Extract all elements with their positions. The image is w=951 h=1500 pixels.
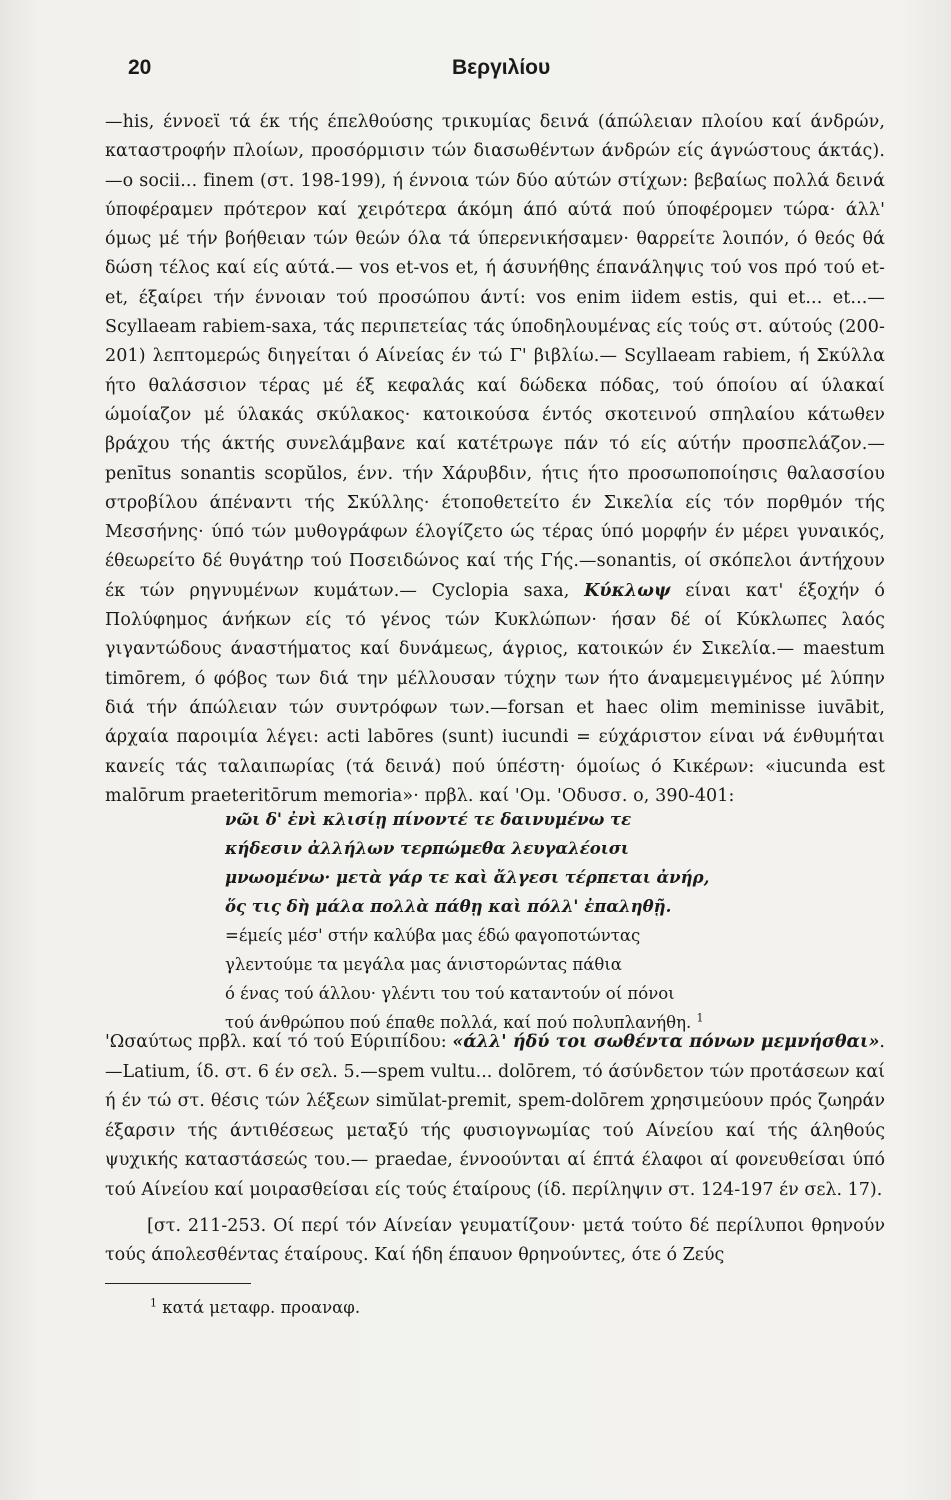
footnote-marker: 1 xyxy=(150,1296,157,1310)
paragraph-text-continued: είναι κατ' έξοχήν ό Πολύφημος άνήκων είς τό γένος τών Κυκλώπων· ήσαν δέ οί Κύκλωπες λαός γιγαντώδους άναστήματος καί δυνάμεως, άγριος, κατοικών έν Σικελία.— maestum timōrem, ό φόβος των διά την μέλλουσαν τύχην των ήτο άναμεμειγμένος μέ λύπην διά τήν άπώλειαν τών συντρόφων των.—forsan et haec olim meminisse iuvābit, άρχαία παροιμία λέγει: acti labōres (sunt) iucundi = εύχάριστον είναι νά ένθυμήται κανείς τάς ταλαιπωρίας (τά δεινά) πού ύπέστη· όμοίως ό Κικέρων: «iucunda est malōrum praeteritōrum memoria»· πρβλ. καί 'Ομ. 'Οδυσσ. ο, 390-401: xyxy=(105,580,885,806)
greek-verse-line: νῶι δ' ἐνὶ κλισίῃ πίνοντέ τε δαινυμένω τε xyxy=(225,810,632,829)
commentary-paragraph-2 xyxy=(105,1028,885,1206)
page-number: 20 xyxy=(128,56,152,79)
commentary-block-2 xyxy=(105,1028,885,1271)
paragraph-text: 'Ωσαύτως πρβλ. καί τό τού Εύριπίδου: xyxy=(105,1032,447,1052)
footnote-reference[interactable]: 1 xyxy=(696,1011,704,1025)
translation-line: ό ένας τού άλλου· γλέντι του τού καταντούν οί πόνοι xyxy=(225,984,675,1003)
summary-paragraph: [στ. 211-253. Οί περί τόν Αίνείαν γευματίζουν· μετά τούτο δέ περίλυποι θρηνούν τούς άπολεσθέντας έταίρους. Καί ήδη έπαυον θρηνούντες, ότε ό Ζεύς xyxy=(105,1215,885,1266)
translation-line: =έμείς μέσ' στήν καλύβα μας έδώ φαγοποτώντας xyxy=(225,926,641,945)
greek-verse-line: κήδεσιν ἀλλήλων τερπώμεθα λευγαλέοισι xyxy=(225,839,629,858)
footnote-divider xyxy=(105,1283,251,1284)
homer-quotation xyxy=(225,805,825,1037)
greek-verse-line: μνωομένω· μετὰ γάρ τε καὶ ἄλγεσι τέρπεται ἀνήρ, xyxy=(225,868,710,887)
running-title: Βεργιλίου xyxy=(452,56,551,79)
emphasized-term: Κύκλωψ xyxy=(584,580,671,601)
page-header xyxy=(0,56,951,90)
greek-verse-line: ὅς τις δὴ μάλα πολλὰ πάθῃ καὶ πόλλ' ἐπαληθῇ. xyxy=(225,897,672,916)
translation-text: τού άνθρώπου πού έπαθε πολλά, καί πού πολυπλανήθη. xyxy=(225,1013,692,1032)
euripides-quote: «άλλ' ήδύ τοι σωθέντα πόνων μεμνήσθαι» xyxy=(452,1032,880,1052)
translation-line: γλεντούμε τα μεγάλα μας άνιστορώντας πάθια xyxy=(225,955,622,974)
footnote-text: κατά μεταφρ. προαναφ. xyxy=(162,1298,361,1317)
footnote xyxy=(150,1296,360,1320)
commentary-paragraph xyxy=(105,108,885,811)
paragraph-text-continued: .—Latium, ίδ. στ. 6 έν σελ. 5.—spem vultu... dolōrem, τό άσύνδετον τών προτάσεων καί ή έν τώ στ. θέσις τών λέξεων simŭlat-premit, spem-dolōrem χρησιμεύουν πρός ζωηράν έξαρσιν τής άντιθέσεως μεταξύ τής φυσιογνωμίας τού Αίνείου καί τής άληθούς ψυχικής καταστάσεώς του.— praedae, έννοούνται αί έπτά έλαφοι αί φονευθείσαι ύπό τού Αίνείου καί μοιρασθείσαι είς τούς έταίρους (ίδ. περίληψιν στ. 124-197 έν σελ. 17). xyxy=(105,1032,885,1200)
paragraph-text: —his, έννοεϊ τά έκ τής έπελθούσης τρικυμίας δεινά (άπώλειαν πλοίου καί άνδρών, καταστροφήν πλοίων, προσόρμισιν τών διασωθέντων άνδρών είς άγνώστους άκτάς).—o socii... finem (στ. 198-199), ή έννοια τών δύο αύτών στίχων: βεβαίως πολλά δεινά ύποφέραμεν πρότερον καί χειρότερα άκόμη άπό αύτά πού ύποφέρομεν τώρα· άλλ' όμως μέ τήν βοήθειαν τών θεών όλα τά ύπερενικήσαμεν· θαρρείτε λοιπόν, ό θεός θά δώση τέλος καί είς αύτά.— vos et-vos et, ή άσυνήθης έπανάληψις τού vos πρό τού et-et, έξαίρει τήν έννοιαν τού προσώπου άντί: vos enim iidem estis, qui et... et...—Scyllaeam rabiem-saxa, τάς περιπετείας τάς ύποδηλουμένας είς τούς στ. αύτούς (200-201) λεπτομερώς διηγείται ό Αίνείας έν τώ Γ' βιβλίω.— Scyllaeam rabiem, ή Σκύλλα ήτο θαλάσσιον τέρας μέ έξ κεφαλάς καί δώδεκα πόδας, τού όποίου αί ύλακαί ώμοίαζον μέ ύλακάς σκύλακος· κατοικούσα έντός σκοτεινού σπηλαίου κάτωθεν βράχου τής άκτής συνελάμβανε καί κατέτρωγε πάν τό είς αύτήν προσπελάζον.—penītus sonantis scopŭlos, ένν. τήν Χάρυβδιν, ήτις ήτο προσωποποίησις θαλασσίου στροβίλου άπέναντι τής Σκύλλης· έτοποθετείτο έν Σικελία είς τόν πορθμόν τής Μεσσήνης· ύπό τών μυθογράφων έλογίζετο ώς τέρας ύπό μορφήν έν μέρει γυναικός, έθεωρείτο δέ θυγάτηρ τού Ποσειδώνος καί τής Γής.—sonantis, οί σκόπελοι άντήχουν έκ τών ρηγνυμένων κυμάτων.— Cyclopia saxa, xyxy=(105,112,885,601)
commentary-block xyxy=(105,108,885,811)
